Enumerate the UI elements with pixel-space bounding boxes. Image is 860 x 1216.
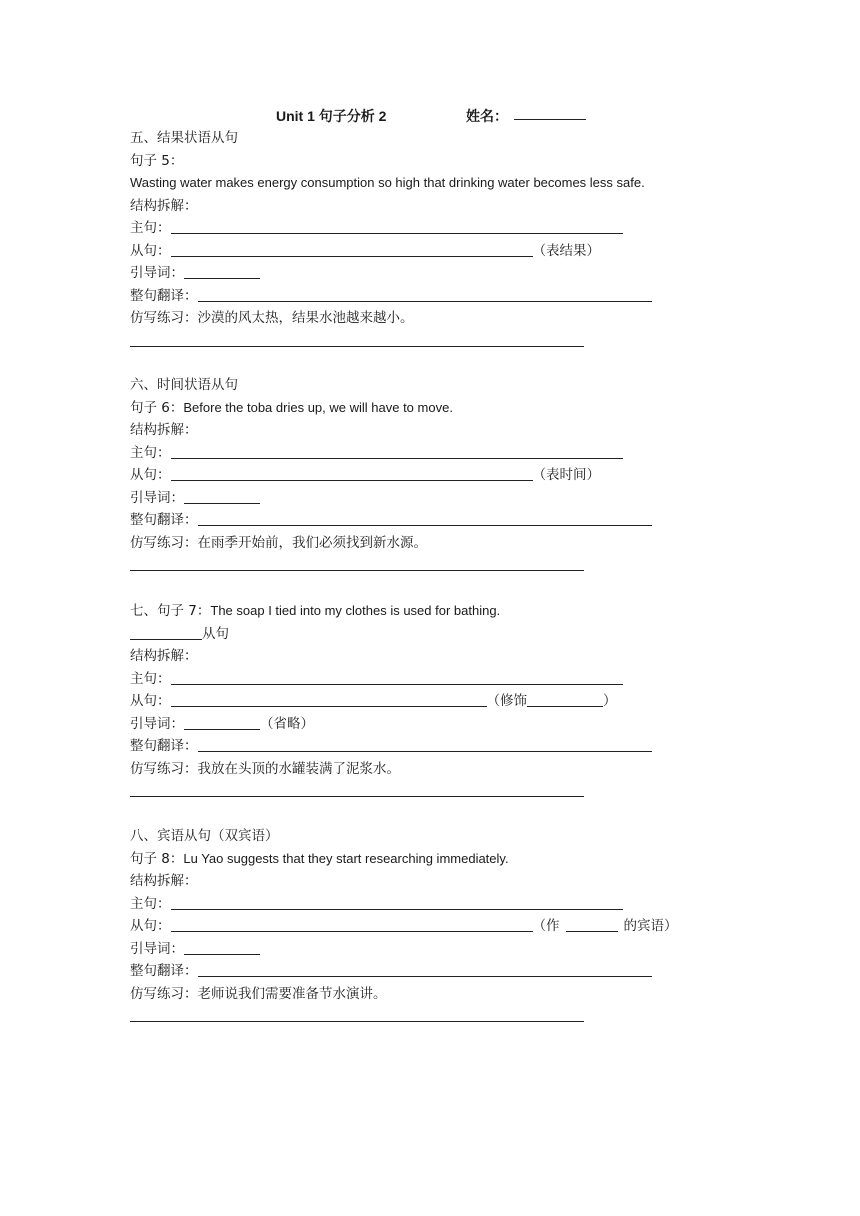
translation-row	[130, 960, 750, 983]
structure-label: 结构拆解：	[130, 648, 198, 664]
section-heading: 六、时间状语从句	[130, 377, 238, 393]
practice-row	[130, 983, 750, 1006]
practice-text: 我放在头顶的水罐装满了泥浆水。	[197, 760, 400, 777]
practice-label: 仿写练习：	[130, 760, 198, 777]
name-blank[interactable]	[514, 106, 586, 120]
sub-clause-row	[130, 915, 750, 938]
sentence-label: 句子 8：	[130, 850, 184, 867]
sentence-label: 句子 6：	[130, 399, 184, 416]
translation-row	[130, 509, 750, 532]
clause-type-blank[interactable]	[130, 625, 202, 640]
sub-clause-blank[interactable]	[171, 466, 533, 481]
sentence-label: 句子 5：	[130, 152, 184, 169]
practice-label: 仿写练习：	[130, 985, 198, 1002]
guide-word-label: 引导词：	[130, 489, 184, 506]
name-label: 姓名：	[466, 108, 508, 124]
main-clause-row	[130, 893, 750, 916]
main-clause-row	[130, 442, 750, 465]
clause-type-suffix: 从句	[202, 625, 229, 642]
sub-clause-note-close: 的宾语）	[623, 918, 678, 934]
practice-text: 老师说我们需要准备节水演讲。	[197, 985, 387, 1002]
sub-clause-label: 从句：	[130, 467, 171, 483]
practice-row	[130, 307, 750, 330]
sub-clause-label: 从句：	[130, 242, 171, 259]
guide-word-blank[interactable]	[184, 264, 260, 279]
translation-blank[interactable]	[198, 737, 652, 752]
main-clause-label: 主句：	[130, 220, 171, 236]
guide-word-blank[interactable]	[184, 940, 260, 955]
sentence-text: Before the toba dries up, we will have to move.	[183, 399, 453, 415]
sub-clause-blank[interactable]	[171, 917, 533, 932]
guide-word-row	[130, 938, 750, 961]
practice-label: 仿写练习：	[130, 310, 198, 326]
section-6	[130, 374, 750, 577]
translation-label: 整句翻译：	[130, 963, 198, 979]
practice-answer-row	[130, 780, 750, 803]
sub-clause-note-open: （作	[532, 918, 560, 934]
guide-word-row	[130, 487, 750, 510]
object-of-blank[interactable]	[566, 917, 618, 932]
main-clause-label: 主句：	[130, 670, 171, 687]
practice-answer-row	[130, 1005, 750, 1028]
practice-answer-row	[130, 330, 750, 353]
translation-label: 整句翻译：	[130, 512, 198, 528]
guide-word-blank[interactable]	[184, 715, 260, 730]
practice-row	[130, 758, 750, 781]
practice-label: 仿写练习：	[130, 534, 198, 551]
sub-clause-label: 从句：	[130, 693, 171, 709]
practice-answer-blank[interactable]	[130, 1005, 584, 1022]
sub-clause-label: 从句：	[130, 918, 171, 934]
guide-word-note: （省略）	[260, 715, 314, 732]
sub-clause-row	[130, 464, 750, 487]
sub-clause-note-close: ）	[603, 693, 617, 709]
sub-clause-note-open: （修饰	[486, 693, 527, 709]
guide-word-label: 引导词：	[130, 715, 184, 732]
sub-clause-row	[130, 690, 750, 713]
translation-blank[interactable]	[198, 511, 652, 526]
main-clause-blank[interactable]	[171, 219, 623, 234]
sub-clause-row	[130, 240, 750, 263]
section-heading-row	[130, 600, 750, 623]
translation-label: 整句翻译：	[130, 287, 198, 304]
sentence-row	[130, 848, 750, 871]
structure-label: 结构拆解：	[130, 197, 198, 214]
practice-text: 沙漠的风太热，结果水池越来越小。	[197, 310, 414, 326]
section-heading: 八、宾语从句（双宾语）	[130, 828, 279, 844]
practice-answer-blank[interactable]	[130, 330, 584, 347]
sub-clause-blank[interactable]	[171, 242, 533, 257]
practice-text: 在雨季开始前，我们必须找到新水源。	[197, 534, 427, 551]
sentence-text: Wasting water makes energy consumption so high that drinking water becomes less safe.	[130, 175, 645, 190]
translation-blank[interactable]	[198, 287, 652, 302]
sub-clause-note: （表结果）	[532, 242, 600, 259]
guide-word-blank[interactable]	[184, 489, 260, 504]
section-5	[130, 127, 750, 352]
main-clause-blank[interactable]	[171, 895, 623, 910]
sub-clause-blank[interactable]	[171, 692, 487, 707]
structure-label: 结构拆解：	[130, 422, 198, 438]
title-text: Unit 1 句子分析 2	[276, 108, 387, 124]
translation-blank[interactable]	[198, 962, 652, 977]
practice-answer-blank[interactable]	[130, 554, 584, 571]
main-clause-label: 主句：	[130, 895, 171, 912]
section-heading: 七、句子 7：	[130, 603, 211, 619]
section-7	[130, 600, 750, 803]
sentence-row	[130, 397, 750, 420]
section-heading: 五、结果状语从句	[130, 130, 238, 146]
practice-answer-row	[130, 554, 750, 577]
main-clause-label: 主句：	[130, 444, 171, 461]
translation-row	[130, 285, 750, 308]
guide-word-label: 引导词：	[130, 940, 184, 957]
practice-row	[130, 532, 750, 555]
sub-clause-note: （表时间）	[532, 467, 600, 483]
structure-label: 结构拆解：	[130, 873, 198, 889]
practice-answer-blank[interactable]	[130, 780, 584, 797]
main-clause-blank[interactable]	[171, 444, 623, 459]
main-clause-blank[interactable]	[171, 670, 623, 685]
guide-word-label: 引导词：	[130, 265, 184, 281]
sentence-text: Lu Yao suggests that they start researching immediately.	[183, 850, 509, 866]
modified-word-blank[interactable]	[527, 692, 603, 707]
translation-row	[130, 735, 750, 758]
clause-type-row	[130, 623, 750, 646]
translation-label: 整句翻译：	[130, 738, 198, 754]
sentence-text: The soap I tied into my clothes is used for bathing.	[210, 603, 501, 618]
section-8	[130, 825, 750, 1028]
guide-word-row	[130, 262, 750, 285]
main-clause-row	[130, 668, 750, 691]
main-clause-row	[130, 217, 750, 240]
guide-word-row	[130, 713, 750, 736]
